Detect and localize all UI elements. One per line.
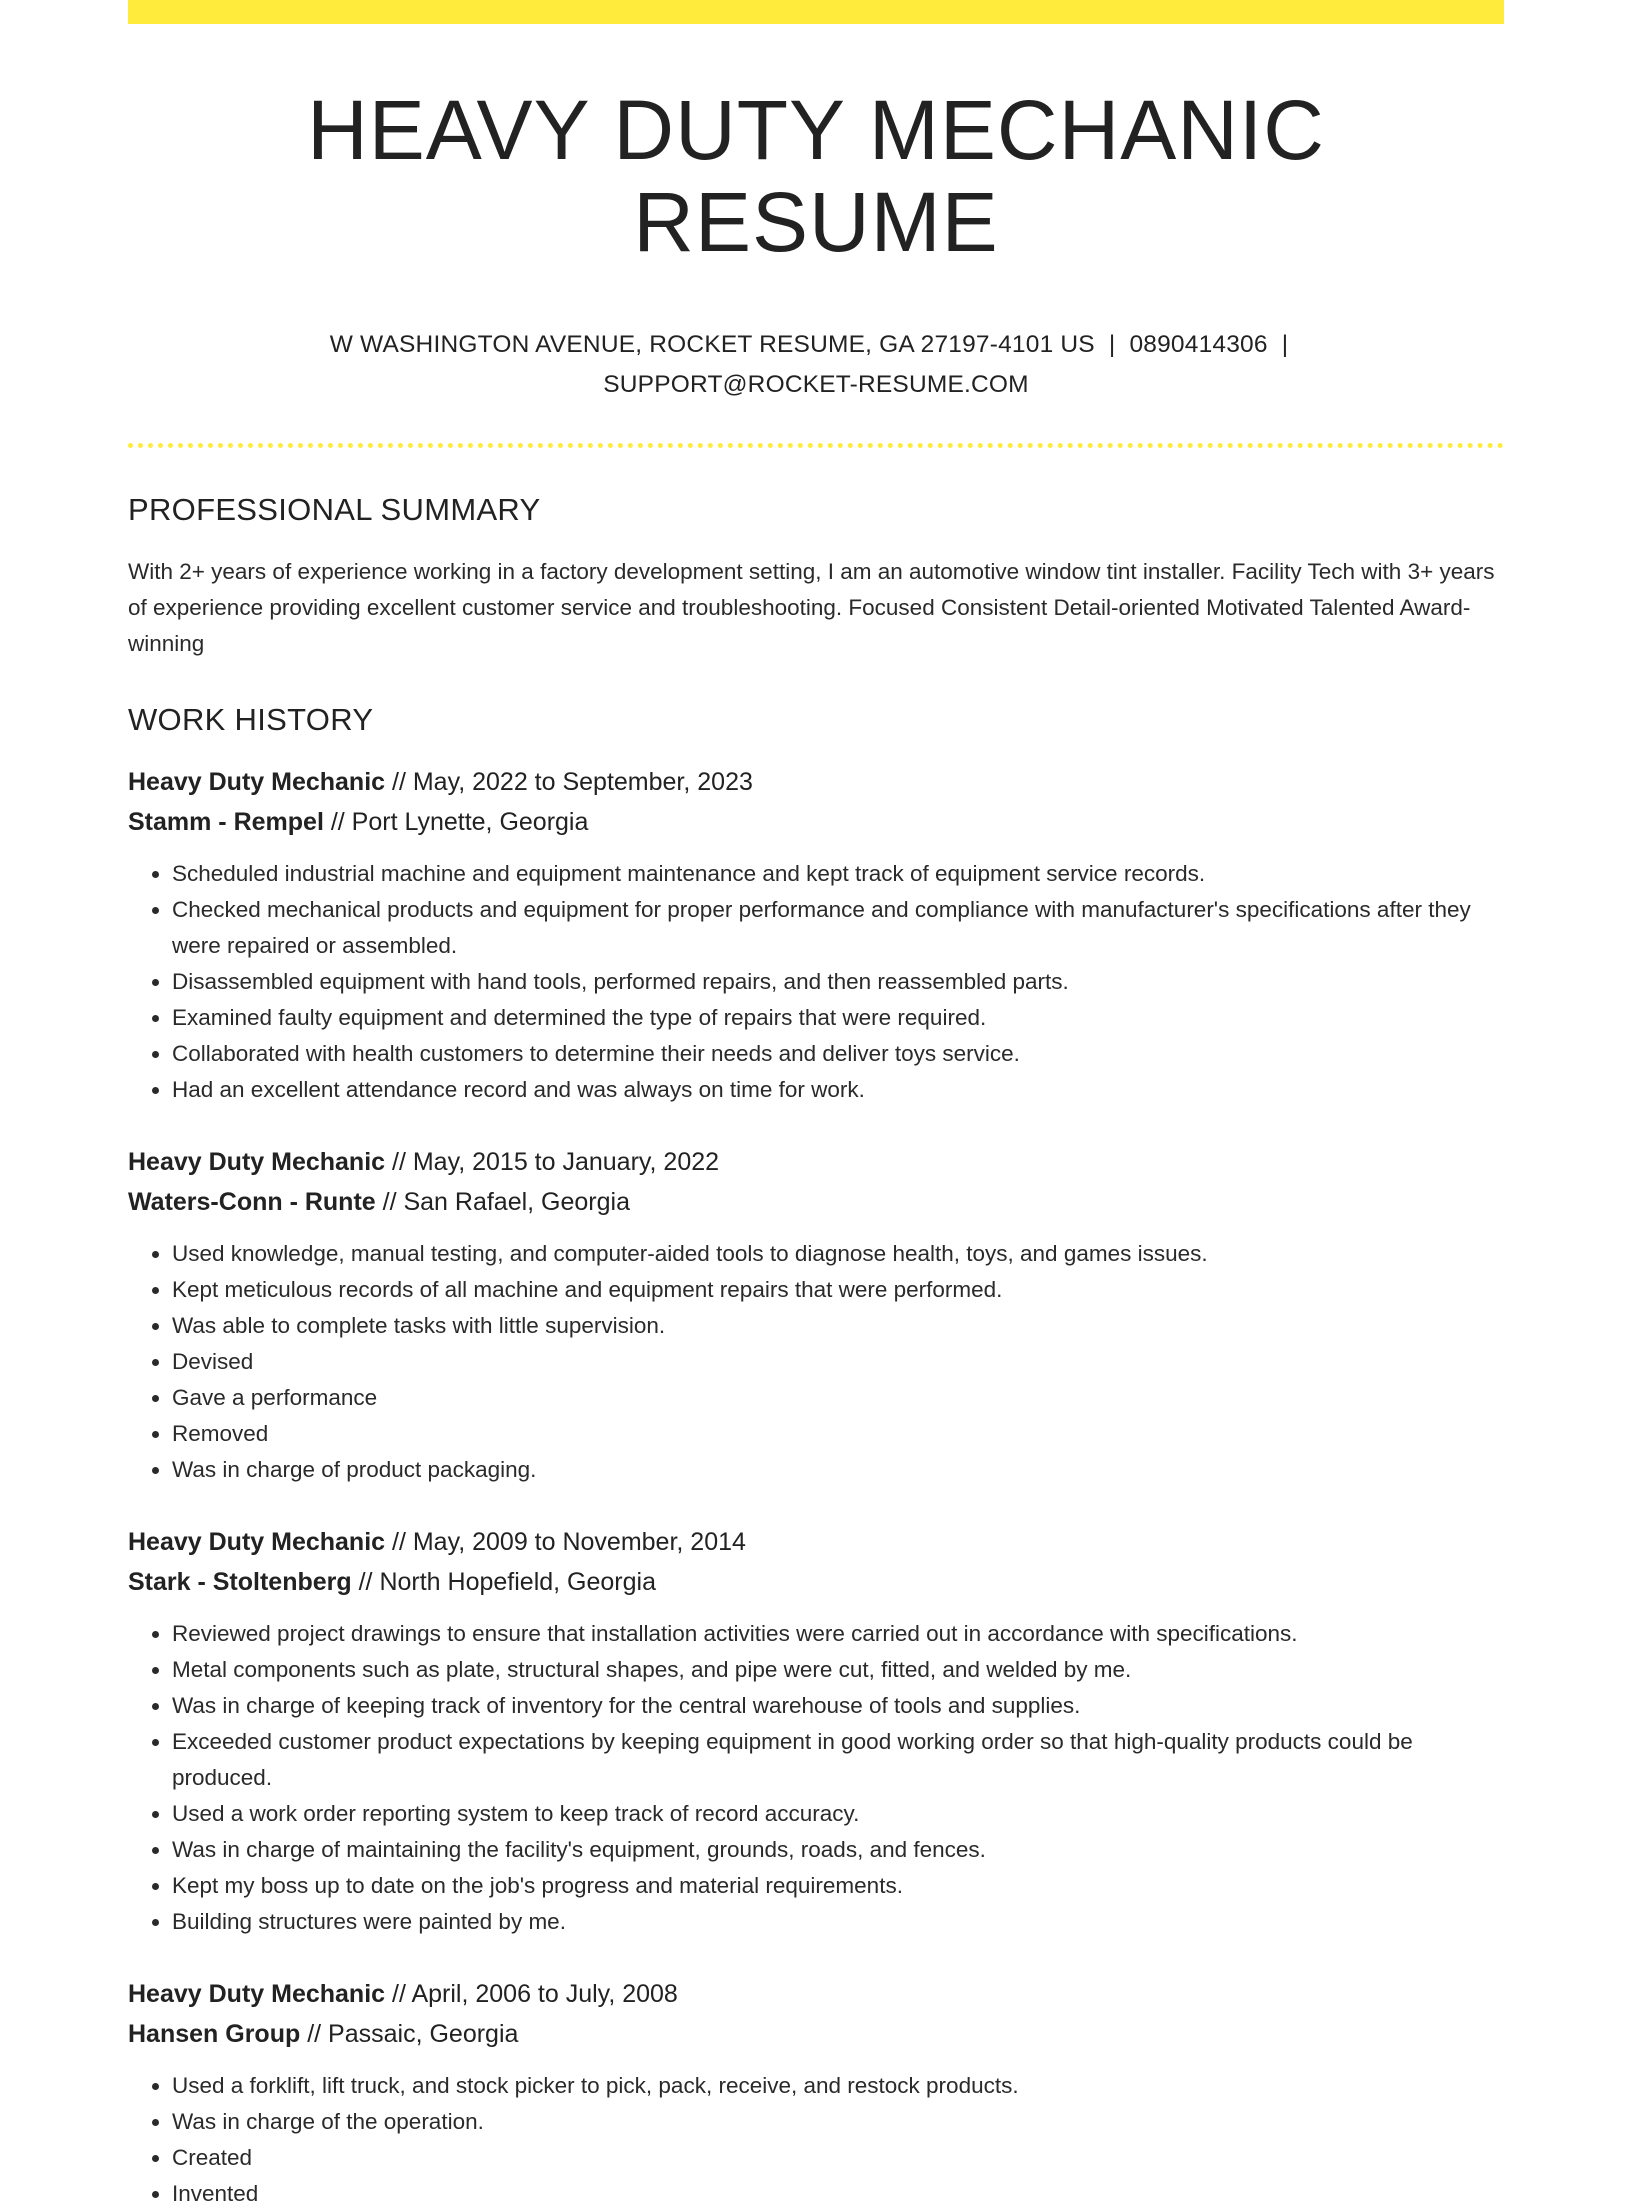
job-title-line [128, 762, 1504, 802]
job-dates: // May, 2015 to January, 2022 [392, 1147, 720, 1176]
job-location: // San Rafael, Georgia [382, 1187, 630, 1216]
job-company-line [128, 1182, 1504, 1222]
job-bullet: • Checked mechanical products and equipment for proper performance and compliance with manufacturer's specifications after they were repaired or assembled. [172, 892, 1504, 964]
job-bullet: • Exceeded customer product expectations by keeping equipment in good working order so that high-quality products could be produced. [172, 1724, 1504, 1796]
job-bullet: • Scheduled industrial machine and equipment maintenance and kept track of equipment service records. [172, 856, 1504, 892]
contact-phone: 0890414306 [1129, 330, 1268, 358]
job-bullet: • Was in charge of maintaining the facility's equipment, grounds, roads, and fences. [172, 1832, 1504, 1868]
job-title-line [128, 1142, 1504, 1182]
job-bullet: • Kept meticulous records of all machine and equipment repairs that were performed. [172, 1272, 1504, 1308]
contact-separator: | [1281, 330, 1289, 358]
contact-separator: | [1108, 330, 1116, 358]
job-company: Hansen Group [128, 2019, 301, 2048]
job-bullet: • Devised [172, 1344, 1504, 1380]
job-role: Heavy Duty Mechanic [128, 1979, 386, 2008]
job-bullet: • Used a work order reporting system to keep track of record accuracy. [172, 1796, 1504, 1832]
job-bullet: • Was in charge of the operation. [172, 2104, 1504, 2140]
job-role: Heavy Duty Mechanic [128, 1147, 386, 1176]
job-location: // North Hopefield, Georgia [358, 1567, 656, 1596]
contact-line-2 [128, 365, 1504, 405]
job-company-line [128, 802, 1504, 842]
job-role: Heavy Duty Mechanic [128, 767, 386, 796]
job-dates: // May, 2022 to September, 2023 [392, 767, 753, 796]
page-title: HEAVY DUTY MECHANIC RESUME [307, 83, 1325, 270]
work-history-heading: WORK HISTORY [128, 701, 374, 737]
job-bullet: • Building structures were painted by me. [172, 1904, 1504, 1940]
job-bullet: • Collaborated with health customers to determine their needs and deliver toys service. [172, 1036, 1504, 1072]
job-title-line [128, 1522, 1504, 1562]
job-bullet: • Was in charge of keeping track of inventory for the central warehouse of tools and supplies. [172, 1688, 1504, 1724]
job-entry [128, 762, 1504, 1108]
summary-text: With 2+ years of experience working in a factory development setting, I am an automotive window tint installer. Facility Tech with 3+ years of experience providing excellent customer service and troubleshooting. Focused Consistent Detail-oriented Motivated Talented Award-winning [128, 558, 1495, 656]
job-bullet: • Reviewed project drawings to ensure that installation activities were carried out in accordance with specifications. [172, 1616, 1504, 1652]
job-bullet-list [128, 1616, 1504, 1940]
job-company: Stamm - Rempel [128, 807, 324, 836]
job-location: // Port Lynette, Georgia [330, 807, 589, 836]
dotted-divider [128, 443, 1504, 448]
job-bullet: • Invented [172, 2176, 1504, 2212]
job-company: Stark - Stoltenberg [128, 1567, 352, 1596]
job-entry [128, 1522, 1504, 1940]
top-accent-bar [128, 0, 1504, 24]
job-entry [128, 1142, 1504, 1488]
contact-email: SUPPORT@ROCKET-RESUME.COM [603, 370, 1029, 398]
job-bullet: • Kept my boss up to date on the job's progress and material requirements. [172, 1868, 1504, 1904]
job-bullet: • Was in charge of product packaging. [172, 1452, 1504, 1488]
job-location: // Passaic, Georgia [307, 2019, 519, 2048]
job-bullet: • Examined faulty equipment and determined the type of repairs that were required. [172, 1000, 1504, 1036]
job-company-line [128, 1562, 1504, 1602]
job-bullet-list [128, 856, 1504, 1108]
work-history-list [128, 762, 1504, 2212]
job-bullet: • Gave a performance [172, 1380, 1504, 1416]
job-dates: // May, 2009 to November, 2014 [392, 1527, 746, 1556]
resume-page [128, 0, 1504, 2212]
job-dates: // April, 2006 to July, 2008 [392, 1979, 678, 2008]
job-bullet: • Created [172, 2140, 1504, 2176]
contact-info [128, 325, 1504, 405]
job-bullet: • Used a forklift, lift truck, and stock picker to pick, pack, receive, and restock products. [172, 2068, 1504, 2104]
job-bullet-list [128, 2068, 1504, 2212]
job-bullet-list [128, 1236, 1504, 1488]
job-entry [128, 1974, 1504, 2212]
job-bullet: • Removed [172, 1416, 1504, 1452]
job-bullet: • Was able to complete tasks with little supervision. [172, 1308, 1504, 1344]
job-bullet: • Metal components such as plate, structural shapes, and pipe were cut, fitted, and welded by me. [172, 1652, 1504, 1688]
job-title-line [128, 1974, 1504, 2014]
summary-heading: PROFESSIONAL SUMMARY [128, 491, 541, 527]
job-bullet: • Disassembled equipment with hand tools, performed repairs, and then reassembled parts. [172, 964, 1504, 1000]
job-bullet: • Had an excellent attendance record and was always on time for work. [172, 1072, 1504, 1108]
contact-line-1 [128, 325, 1504, 365]
job-role: Heavy Duty Mechanic [128, 1527, 386, 1556]
job-company: Waters-Conn - Runte [128, 1187, 376, 1216]
job-bullet: • Used knowledge, manual testing, and computer-aided tools to diagnose health, toys, and games issues. [172, 1236, 1504, 1272]
job-company-line [128, 2014, 1504, 2054]
contact-address: W WASHINGTON AVENUE, ROCKET RESUME, GA 27197-4101 US [329, 330, 1095, 358]
